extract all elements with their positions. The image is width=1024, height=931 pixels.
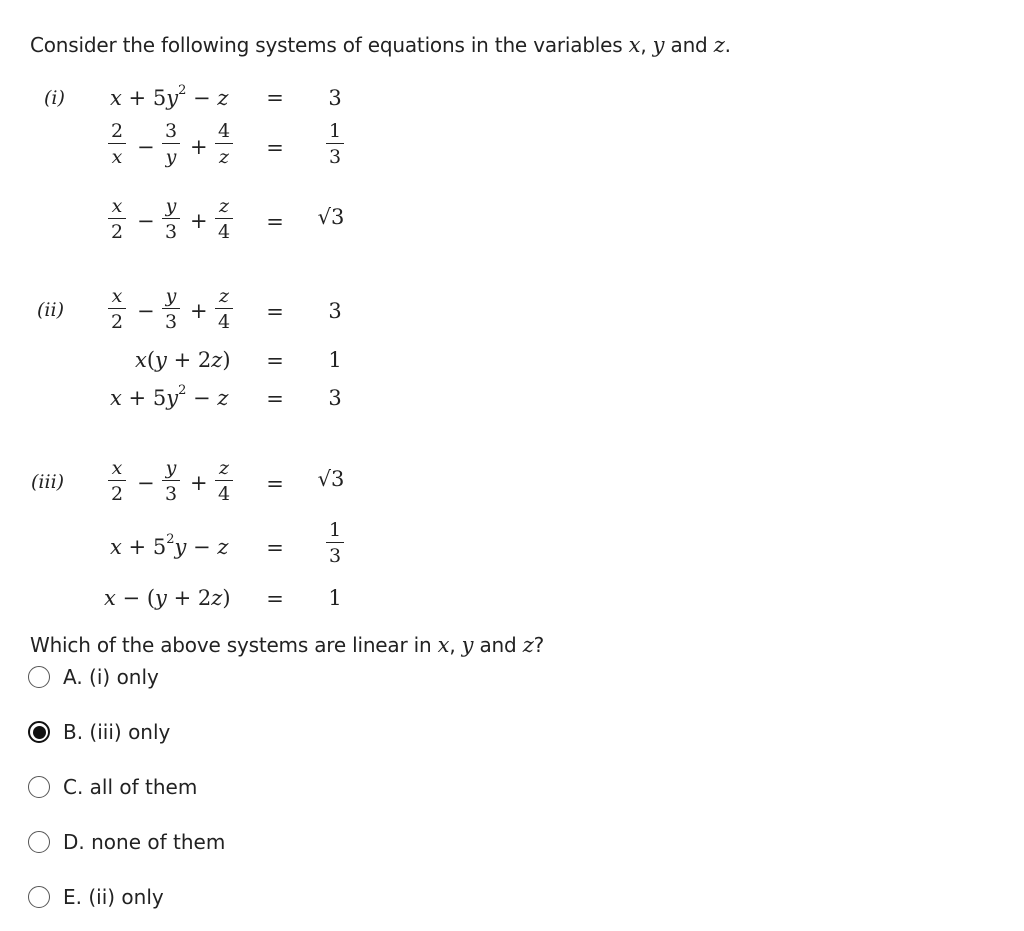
option-a-label[interactable]: A. (i) only [63, 665, 159, 689]
system-i-eq2-frac-4z: 4 z [214, 120, 234, 168]
system-ii-eq1-frac-x2: x 2 [107, 285, 127, 333]
system-i-eq2-frac-2x: 2 x [107, 120, 127, 168]
question-suffix: ? [533, 633, 544, 657]
system-label-ii: (ii) [37, 299, 64, 321]
system-i-eq3-plus: + [190, 209, 208, 233]
system-ii-eq2-lhs: x(y + 2z) [135, 348, 231, 372]
system-i-eq3-frac-z4: z 4 [214, 195, 234, 243]
system-iii-eq3-rhs: 1 [328, 586, 342, 610]
intro-comma: , [640, 33, 647, 57]
system-iii-eq2-equals: = [266, 536, 284, 560]
option-a-radio[interactable] [28, 666, 50, 688]
option-d-label[interactable]: D. none of them [63, 830, 226, 854]
system-ii-eq1-frac-y3: y 3 [161, 285, 181, 333]
system-i-eq2-rhs: 1 3 [325, 120, 345, 168]
system-ii-eq2-equals: = [266, 349, 284, 373]
intro-var-z: z [713, 33, 725, 57]
system-iii-eq1-frac-z4: z 4 [214, 457, 234, 505]
system-iii-eq1-equals: = [266, 472, 284, 496]
system-i-eq3-minus: − [137, 209, 155, 233]
intro-prefix: Consider the following systems of equations in the variables [30, 33, 623, 57]
system-ii-eq1-minus: − [137, 299, 155, 323]
question-var-y: y [461, 633, 474, 657]
option-e[interactable] [28, 884, 164, 910]
system-iii-eq2-rhs: 1 3 [325, 519, 345, 567]
system-i-eq1-equals: = [266, 86, 284, 110]
system-i-eq1-rhs: 3 [328, 86, 342, 110]
system-ii-eq3-lhs: $x + 5y^2 - z$ [110, 383, 229, 410]
question-comma: , [449, 633, 456, 657]
intro-and: and [670, 33, 708, 57]
system-iii-eq1-minus: − [137, 471, 155, 495]
system-ii-eq1-frac-z4: z 4 [214, 285, 234, 333]
option-b-label[interactable]: B. (iii) only [63, 720, 171, 744]
question-text [30, 633, 544, 657]
option-e-radio[interactable] [28, 886, 50, 908]
option-e-label[interactable]: E. (ii) only [63, 885, 164, 909]
option-c-radio[interactable] [28, 776, 50, 798]
system-iii-eq3-equals: = [266, 587, 284, 611]
system-ii-eq1-equals: = [266, 300, 284, 324]
system-i-eq3-frac-x2: x 2 [107, 195, 127, 243]
system-iii-eq1-rhs: √3 [317, 467, 345, 491]
system-i-eq2-plus: + [190, 135, 208, 159]
system-ii-eq3-rhs: 3 [328, 386, 342, 410]
question-var-x: x [437, 633, 450, 657]
option-c-label[interactable]: C. all of them [63, 775, 198, 799]
option-d-radio[interactable] [28, 831, 50, 853]
system-ii-eq1-rhs: 3 [328, 299, 342, 323]
intro-period: . [724, 33, 731, 57]
system-i-eq2-minus: − [137, 135, 155, 159]
question-prefix: Which of the above systems are linear in [30, 633, 432, 657]
option-b-radio[interactable] [28, 721, 50, 743]
system-i-eq2-equals: = [266, 136, 284, 160]
system-i-eq3-equals: = [266, 210, 284, 234]
system-ii-eq3-equals: = [266, 387, 284, 411]
system-i-eq2-frac-3y: 3 y [161, 120, 181, 168]
system-iii-eq2-lhs: $x + 5^2y - z$ [110, 532, 229, 559]
option-b[interactable] [28, 719, 170, 745]
system-i-eq1-lhs: $x + 5y^2 - z$ [110, 83, 229, 110]
system-i-eq3-frac-y3: y 3 [161, 195, 181, 243]
question-and: and [479, 633, 517, 657]
system-label-iii: (iii) [31, 471, 65, 493]
system-iii-eq1-frac-x2: x 2 [107, 457, 127, 505]
system-iii-eq1-frac-y3: y 3 [161, 457, 181, 505]
question-var-z: z [522, 633, 534, 657]
intro-text [30, 33, 731, 57]
intro-var-y: y [652, 33, 665, 57]
option-d[interactable] [28, 829, 225, 855]
system-i-eq3-rhs: √3 [317, 205, 345, 229]
intro-var-x: x [628, 33, 641, 57]
system-label-i: (i) [44, 87, 65, 109]
option-a[interactable] [28, 664, 159, 690]
system-iii-eq3-lhs: x − (y + 2z) [104, 586, 231, 610]
system-iii-eq1-plus: + [190, 471, 208, 495]
option-c[interactable] [28, 774, 197, 800]
system-ii-eq1-plus: + [190, 299, 208, 323]
system-ii-eq2-rhs: 1 [328, 348, 342, 372]
